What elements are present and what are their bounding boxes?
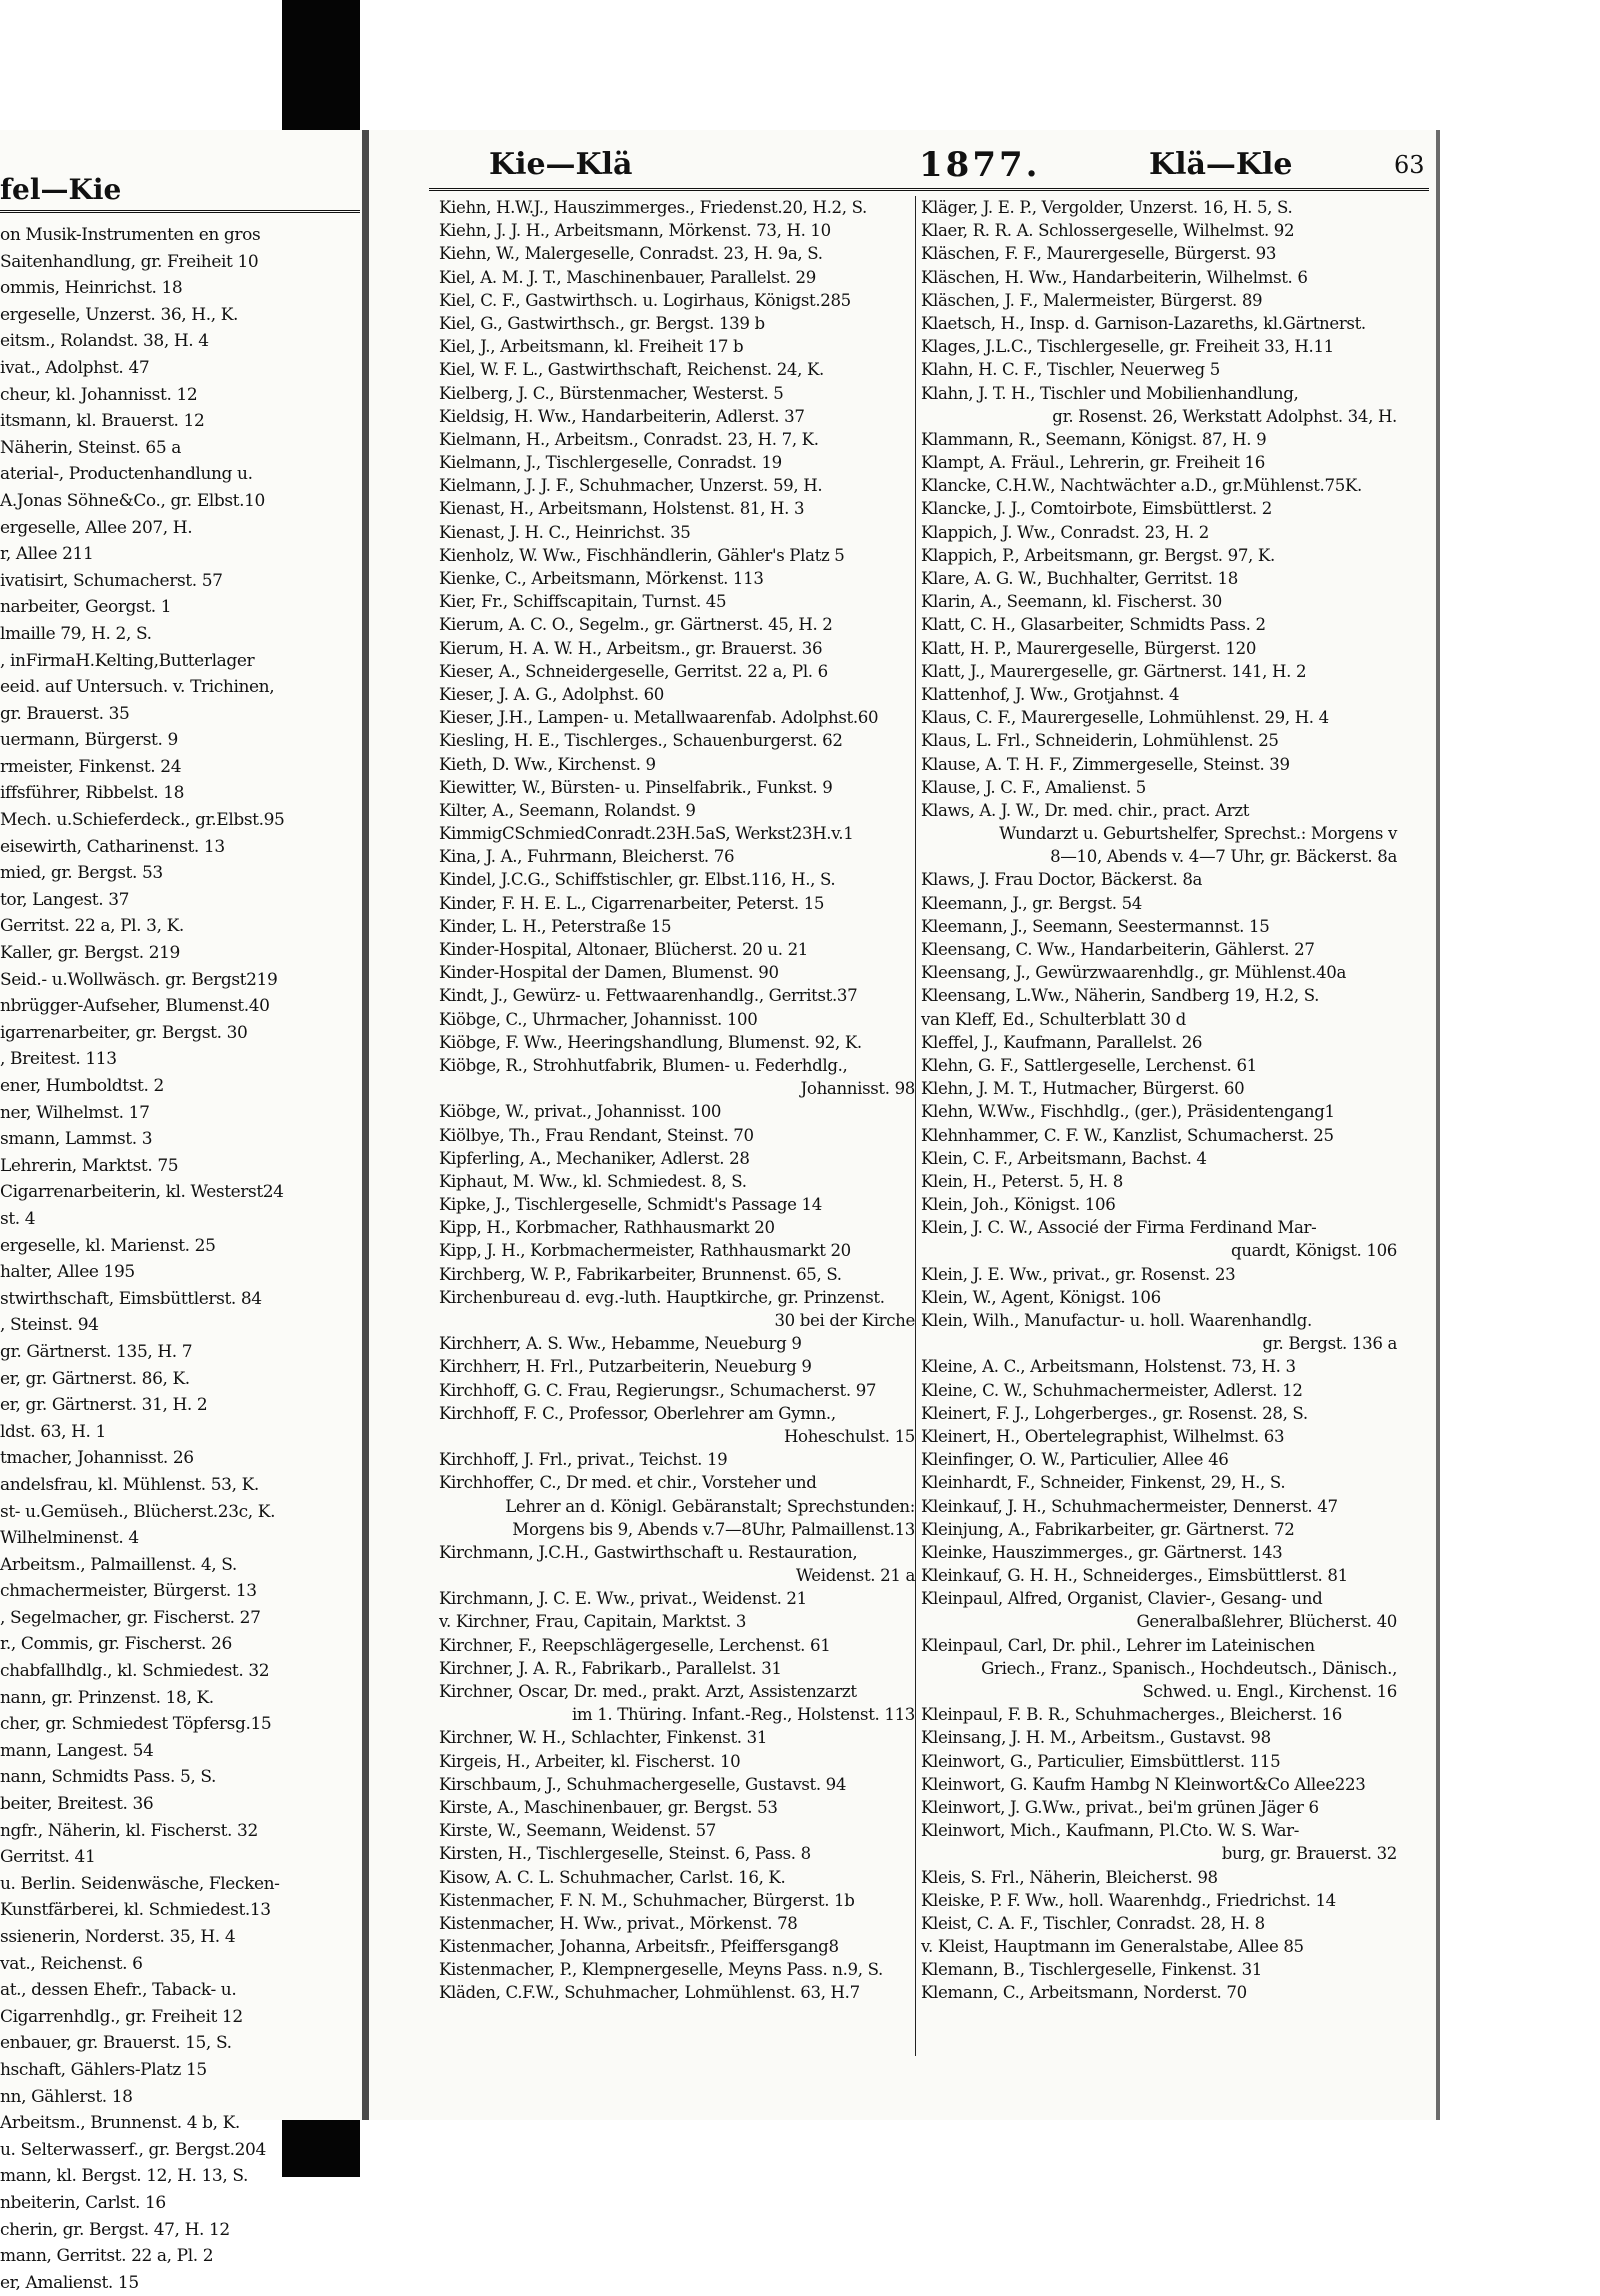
directory-entry: Klein, C. F., Arbeitsmann, Bachst. 4: [921, 1148, 1207, 1168]
binding-band-bottom: [282, 2120, 360, 2177]
binding-band-top: [282, 0, 360, 130]
directory-entry: Kindel, J.C.G., Schiffstischler, gr. Elbst.116, H., S.: [439, 870, 836, 890]
left-page-line: at., dessen Ehefr., Taback- u.: [0, 1980, 237, 2001]
directory-entry: Klarin, A., Seemann, kl. Fischerst. 30: [921, 592, 1222, 612]
directory-entry: gr. Rosenst. 26, Werkstatt Adolphst. 34, H.: [1052, 406, 1397, 426]
left-page-line: A.Jonas Söhne&Co., gr. Elbst.10: [0, 490, 265, 511]
left-page-line: chmachermeister, Bürgerst. 13: [0, 1581, 257, 1602]
header-year: 1877.: [919, 145, 1041, 185]
directory-entry: Kiöbge, W., privat., Johannisst. 100: [439, 1102, 722, 1122]
left-page-line: cheur, kl. Johannisst. 12: [0, 384, 198, 405]
left-page-line: st. 4: [0, 1208, 36, 1229]
directory-entry: Kiel, C. F., Gastwirthsch. u. Logirhaus, Königst.285: [439, 290, 851, 310]
directory-entry: Klaws, A. J. W., Dr. med. chir., pract. Arzt: [921, 800, 1250, 820]
directory-entry: Kiehn, H.W.J., Hauszimmerges., Friedenst.20, H.2, S.: [439, 198, 867, 217]
directory-entry: Kirschbaum, J., Schuhmachergeselle, Gustavst. 94: [439, 1774, 847, 1794]
directory-entry: Kleis, S. Frl., Näherin, Bleicherst. 98: [921, 1867, 1218, 1887]
page-header: [429, 142, 1429, 191]
directory-entry: Kieth, D. Ww., Kirchenst. 9: [439, 754, 656, 774]
directory-entry: Kleinwort, G., Particulier, Eimsbüttlerst. 115: [921, 1751, 1281, 1771]
directory-entry: Kirste, A., Maschinenbauer, gr. Bergst. 53: [439, 1797, 778, 1817]
directory-entry: v. Kleist, Hauptmann im Generalstabe, Allee 85: [921, 1937, 1304, 1957]
directory-entry: Kleine, A. C., Arbeitsmann, Holstenst. 73, H. 3: [921, 1357, 1296, 1377]
left-page-line: gr. Gärtnerst. 135, H. 7: [0, 1341, 193, 1362]
directory-entry: Schwed. u. Engl., Kirchenst. 16: [1142, 1682, 1397, 1701]
directory-entry: Kleinpaul, F. B. R., Schuhmacherges., Bleicherst. 16: [921, 1705, 1342, 1725]
directory-entry: Klahn, H. C. F., Tischler, Neuerweg 5: [921, 360, 1220, 380]
directory-entry: Kiöbge, C., Uhrmacher, Johannisst. 100: [439, 1009, 758, 1029]
directory-entry: Klampt, A. Fräul., Lehrerin, gr. Freiheit 16: [921, 453, 1265, 473]
directory-entry: Klemann, C., Arbeitsmann, Norderst. 70: [921, 1983, 1247, 2003]
directory-entry: Kläden, C.F.W., Schuhmacher, Lohmühlenst. 63, H.7: [439, 1983, 860, 2003]
directory-entry: Kiöbge, F. Ww., Heeringshandlung, Blumenst. 92, K.: [439, 1032, 862, 1052]
directory-entry: Kinder, L. H., Peterstraße 15: [439, 916, 672, 936]
directory-entry: Kleinkauf, G. H. H., Schneiderges., Eimsbüttlerst. 81: [921, 1566, 1348, 1586]
left-page-line: andelsfrau, kl. Mühlenst. 53, K.: [0, 1474, 259, 1495]
header-range-left: Kie—Klä: [489, 147, 633, 182]
directory-entry: Kirste, W., Seemann, Weidenst. 57: [439, 1821, 716, 1841]
directory-column-1: [439, 196, 919, 2005]
page-number: 63: [1394, 151, 1425, 179]
directory-entry: Kienke, C., Arbeitsmann, Mörkenst. 113: [439, 569, 764, 588]
directory-entry: Klages, J.L.C., Tischlergeselle, gr. Freiheit 33, H.11: [921, 337, 1334, 357]
left-page-line: eisewirth, Catharinenst. 13: [0, 836, 225, 857]
left-page-line: gr. Brauerst. 35: [0, 703, 130, 724]
left-page-line: mann, Gerritst. 22 a, Pl. 2: [0, 2246, 214, 2267]
directory-entry: Kipp, H., Korbmacher, Rathhausmarkt 20: [439, 1218, 775, 1238]
directory-entry: Kirchner, J. A. R., Fabrikarb., Parallelst. 31: [439, 1658, 782, 1678]
directory-entry: Klappich, P., Arbeitsmann, gr. Bergst. 97, K.: [921, 545, 1275, 565]
book-spine: [362, 130, 369, 2120]
left-page-line: enbauer, gr. Brauerst. 15, S.: [0, 2033, 232, 2054]
directory-entry: Kirchmann, J. C. E. Ww., privat., Weidenst. 21: [439, 1589, 807, 1609]
directory-entry: Kipferling, A., Mechaniker, Adlerst. 28: [439, 1148, 750, 1168]
directory-entry: Kirchhoffer, C., Dr med. et chir., Vorsteher und: [439, 1473, 817, 1493]
directory-entry: gr. Bergst. 136 a: [1262, 1334, 1397, 1354]
directory-entry: Klein, Wilh., Manufactur- u. holl. Waarenhandlg.: [921, 1311, 1312, 1330]
directory-entry: Kirchner, F., Reepschlägergeselle, Lerchenst. 61: [439, 1635, 831, 1655]
directory-entry: Kierum, A. C. O., Segelm., gr. Gärtnerst. 45, H. 2: [439, 615, 833, 635]
directory-entry: Klein, J. E. Ww., privat., gr. Rosenst. 23: [921, 1264, 1236, 1284]
directory-entry: Kleinpaul, Alfred, Organist, Clavier-, Gesang- und: [921, 1589, 1323, 1609]
left-page-line: cherin, gr. Bergst. 47, H. 12: [0, 2219, 230, 2240]
directory-entry: Klaetsch, H., Insp. d. Garnison-Lazareths, kl.Gärtnerst.: [921, 313, 1366, 333]
left-page-line: ergeselle, kl. Marienst. 25: [0, 1235, 216, 1256]
directory-entry: Kleist, C. A. F., Tischler, Conradst. 28, H. 8: [921, 1913, 1265, 1933]
directory-entry: Kiölbye, Th., Frau Rendant, Steinst. 70: [439, 1125, 754, 1145]
directory-entry: Kielberg, J. C., Bürstenmacher, Westerst. 5: [439, 383, 784, 403]
directory-entry: Klause, A. T. H. F., Zimmergeselle, Steinst. 39: [921, 754, 1290, 774]
left-page-line: iffsführer, Ribbelst. 18: [0, 783, 185, 804]
directory-entry: Kieser, A., Schneidergeselle, Gerritst. 22 a, Pl. 6: [439, 661, 828, 681]
left-page-line: Gerritst. 22 a, Pl. 3, K.: [0, 916, 184, 937]
left-page-line: uermann, Bürgerst. 9: [0, 730, 178, 751]
left-page-line: , Steinst. 94: [0, 1315, 99, 1336]
directory-entry: Kleinpaul, Carl, Dr. phil., Lehrer im Lateinischen: [921, 1635, 1315, 1655]
left-page-line: er, Amalienst. 15: [0, 2272, 139, 2293]
left-page-line: u. Berlin. Seidenwäsche, Flecken-: [0, 1873, 280, 1894]
left-page-line: nbrügger-Aufseher, Blumenst.40: [0, 996, 270, 1017]
directory-entry: Kirchherr, H. Frl., Putzarbeiterin, Neueburg 9: [439, 1357, 812, 1377]
left-page-line: ivatisirt, Schumacherst. 57: [0, 570, 223, 591]
directory-entry: Kieser, J.H., Lampen- u. Metallwaarenfab. Adolphst.60: [439, 708, 879, 728]
directory-entry: Kleinert, H., Obertelegraphist, Wilhelmst. 63: [921, 1426, 1285, 1446]
directory-entry: Kistenmacher, P., Klempnergeselle, Meyns Pass. n.9, S.: [439, 1960, 883, 1980]
left-page-line: ngfr., Näherin, kl. Fischerst. 32: [0, 1820, 258, 1841]
left-page-line: igarrenarbeiter, gr. Bergst. 30: [0, 1022, 248, 1043]
directory-entry: Kirgeis, H., Arbeiter, kl. Fischerst. 10: [439, 1751, 741, 1771]
directory-entry: Kinder-Hospital, Altonaer, Blücherst. 20 u. 21: [439, 940, 808, 959]
left-page-line: ner, Wilhelmst. 17: [0, 1102, 150, 1123]
directory-entry: Kirsten, H., Tischlergeselle, Steinst. 6, Pass. 8: [439, 1844, 811, 1864]
directory-entry: Klehnhammer, C. F. W., Kanzlist, Schumacherst. 25: [921, 1125, 1334, 1145]
directory-entry: Klammann, R., Seemann, Königst. 87, H. 9: [921, 429, 1267, 449]
directory-entry: Kleinsang, J. H. M., Arbeitsm., Gustavst. 98: [921, 1728, 1271, 1748]
directory-entry: Generalbaßlehrer, Blücherst. 40: [1136, 1612, 1397, 1632]
left-page-line: , Breitest. 113: [0, 1049, 117, 1070]
left-page-line: Cigarrenarbeiterin, kl. Westerst24: [0, 1182, 284, 1203]
directory-entry: Kipp, J. H., Korbmachermeister, Rathhausmarkt 20: [439, 1241, 851, 1261]
left-page-line: ergeselle, Unzerst. 36, H., K.: [0, 304, 239, 325]
left-page-line: tmacher, Johannisst. 26: [0, 1448, 194, 1469]
directory-entry: Kirchberg, W. P., Fabrikarbeiter, Brunnenst. 65, S.: [439, 1264, 842, 1284]
left-page-line: , inFirmaH.Kelting,Butterlager: [0, 650, 255, 671]
left-page-line: stwirthschaft, Eimsbüttlerst. 84: [0, 1288, 262, 1309]
left-page-line: nbeiterin, Carlst. 16: [0, 2192, 166, 2213]
left-page-line: Lehrerin, Marktst. 75: [0, 1155, 179, 1176]
directory-entry: Kleinwort, G. Kaufm Hambg N Kleinwort&Co Allee223: [921, 1774, 1366, 1794]
left-page-line: Kaller, gr. Bergst. 219: [0, 943, 180, 964]
directory-entry: 30 bei der Kirche: [774, 1311, 915, 1330]
left-page-line: u. Selterwasserf., gr. Bergst.204: [0, 2139, 266, 2160]
directory-entry: Kindt, J., Gewürz- u. Fettwaarenhandlg., Gerritst.37: [439, 986, 858, 1006]
directory-entry: Klatt, C. H., Glasarbeiter, Schmidts Pass. 2: [921, 615, 1266, 635]
left-page-line: beiter, Breitest. 36: [0, 1794, 154, 1815]
directory-entry: Kipke, J., Tischlergeselle, Schmidt's Passage 14: [439, 1195, 822, 1215]
directory-entry: Johannisst. 98: [800, 1079, 915, 1099]
left-page-line: halter, Allee 195: [0, 1262, 135, 1283]
directory-entry: Kirchmann, J.C.H., Gastwirthschaft u. Restauration,: [439, 1542, 858, 1562]
left-page-line: st- u.Gemüseh., Blücherst.23c, K.: [0, 1501, 276, 1522]
directory-entry: Kistenmacher, F. N. M., Schuhmacher, Bürgerst. 1b: [439, 1890, 855, 1910]
left-page-line: r, Allee 211: [0, 544, 94, 565]
directory-entry: Kinder, F. H. E. L., Cigarrenarbeiter, Peterst. 15: [439, 893, 825, 913]
left-page-line: Seid.- u.Wollwäsch. gr. Bergst219: [0, 969, 278, 990]
directory-entry: Klein, H., Peterst. 5, H. 8: [921, 1171, 1123, 1191]
directory-entry: Kirchenbureau d. evg.-luth. Hauptkirche, gr. Prinzenst.: [439, 1287, 885, 1307]
directory-entry: Klatt, J., Maurergeselle, gr. Gärtnerst. 141, H. 2: [921, 661, 1307, 681]
left-page-line: cher, gr. Schmiedest Töpfersg.15: [0, 1714, 272, 1735]
directory-entry: Kistenmacher, Johanna, Arbeitsfr., Pfeiffersgang8: [439, 1937, 839, 1957]
directory-entry: Kilter, A., Seemann, Rolandst. 9: [439, 800, 696, 820]
left-page-line: on Musik-Instrumenten en gros: [0, 225, 261, 245]
directory-entry: Kierum, H. A. W. H., Arbeitsm., gr. Brauerst. 36: [439, 638, 823, 658]
directory-entry: burg, gr. Brauerst. 32: [1221, 1844, 1397, 1864]
directory-entry: Kleinwort, J. G.Ww., privat., bei'm grünen Jäger 6: [921, 1797, 1319, 1817]
directory-entry: Klein, J. C. W., Associé der Firma Ferdinand Mar-: [921, 1218, 1317, 1238]
left-page-line: Saitenhandlung, gr. Freiheit 10: [0, 251, 259, 272]
directory-entry: Klein, W., Agent, Königst. 106: [921, 1287, 1161, 1307]
directory-entry: Klause, J. C. F., Amalienst. 5: [921, 777, 1147, 797]
directory-entry: Weidenst. 21 a: [795, 1566, 915, 1586]
directory-entry: Klappich, J. Ww., Conradst. 23, H. 2: [921, 522, 1209, 542]
left-page-line: Wilhelminenst. 4: [0, 1528, 139, 1549]
directory-entry: Kirchner, Oscar, Dr. med., prakt. Arzt, Assistenzarzt: [439, 1682, 857, 1701]
column-divider: [915, 196, 916, 2056]
directory-entry: Kleemann, J., Seemann, Seestermannst. 15: [921, 916, 1270, 936]
left-page-line: nann, gr. Prinzenst. 18, K.: [0, 1687, 214, 1708]
directory-entry: Kiöbge, R., Strohhutfabrik, Blumen- u. Federhdlg.,: [439, 1055, 848, 1075]
left-page-line: Näherin, Steinst. 65 a: [0, 437, 181, 458]
left-page-line: nn, Gählerst. 18: [0, 2086, 133, 2107]
directory-entry: Kienholz, W. Ww., Fischhändlerin, Gähler's Platz 5: [439, 545, 845, 565]
left-page-line: rmeister, Finkenst. 24: [0, 756, 182, 777]
directory-entry: Klatt, H. P., Maurergeselle, Bürgerst. 120: [921, 638, 1257, 658]
directory-entry: Lehrer an d. Königl. Gebäranstalt; Sprechstunden:: [505, 1496, 915, 1516]
directory-entry: Kleensang, J., Gewürzwaarenhdlg., gr. Mühlenst.40a: [921, 963, 1347, 983]
left-page-line: hschaft, Gählers-Platz 15: [0, 2059, 207, 2080]
directory-entry: quardt, Königst. 106: [1231, 1241, 1397, 1261]
directory-entry: Kier, Fr., Schiffscapitain, Turnst. 45: [439, 592, 727, 612]
page-edge: [1436, 130, 1440, 2120]
directory-entry: Klaws, J. Frau Doctor, Bäckerst. 8a: [921, 870, 1203, 890]
directory-entry: Kläschen, J. F., Malermeister, Bürgerst. 89: [921, 290, 1263, 310]
left-page-line: smann, Lammst. 3: [0, 1129, 153, 1150]
directory-entry: Kirchhoff, G. C. Frau, Regierungsr., Schumacherst. 97: [439, 1380, 877, 1400]
directory-entry: Griech., Franz., Spanisch., Hochdeutsch., Dänisch.,: [981, 1658, 1397, 1678]
directory-entry: Kiewitter, W., Bürsten- u. Pinselfabrik., Funkst. 9: [439, 777, 833, 797]
directory-entry: Klein, Joh., Königst. 106: [921, 1195, 1116, 1215]
directory-entry: Kiesling, H. E., Tischlerges., Schauenburgerst. 62: [439, 731, 843, 751]
directory-entry: Morgens bis 9, Abends v.7—8Uhr, Palmaillenst.13: [512, 1519, 915, 1539]
directory-entry: Klare, A. G. W., Buchhalter, Gerritst. 18: [921, 569, 1238, 588]
directory-entry: Klattenhof, J. Ww., Grotjahnst. 4: [921, 684, 1180, 704]
directory-entry: Hoheschulst. 15: [783, 1426, 915, 1446]
directory-entry: Klemann, B., Tischlergeselle, Finkenst. 31: [921, 1960, 1263, 1980]
directory-entry: van Kleff, Ed., Schulterblatt 30 d: [921, 1009, 1186, 1029]
directory-entry: Kleinke, Hauszimmerges., gr. Gärtnerst. 143: [921, 1542, 1283, 1562]
directory-entry: Kienast, H., Arbeitsmann, Holstenst. 81, H. 3: [439, 499, 805, 519]
left-page-line: nann, Schmidts Pass. 5, S.: [0, 1767, 217, 1788]
left-page-line: Kunstfärberei, kl. Schmiedest.13: [0, 1900, 271, 1921]
left-page: [0, 130, 365, 2293]
directory-entry: Kirchherr, A. S. Ww., Hebamme, Neueburg 9: [439, 1334, 802, 1354]
left-page-line: Arbeitsm., Palmaillenst. 4, S.: [0, 1554, 237, 1575]
directory-entry: Klehn, J. M. T., Hutmacher, Bürgerst. 60: [921, 1079, 1245, 1099]
directory-entry: Kirchhoff, J. Frl., privat., Teichst. 19: [439, 1450, 728, 1470]
left-page-line: ldst. 63, H. 1: [0, 1421, 106, 1442]
left-page-line: , Segelmacher, gr. Fischerst. 27: [0, 1607, 261, 1628]
right-page: [369, 130, 1439, 2120]
directory-entry: im 1. Thüring. Infant.-Reg., Holstenst. 113: [571, 1705, 915, 1725]
left-page-line: ivat., Adolphst. 47: [0, 357, 150, 378]
left-page-line: ener, Humboldtst. 2: [0, 1076, 164, 1096]
left-page-entries: [0, 222, 360, 2296]
left-page-line: Cigarrenhdlg., gr. Freiheit 12: [0, 2006, 243, 2027]
left-page-line: er, gr. Gärtnerst. 31, H. 2: [0, 1395, 208, 1416]
left-page-line: er, gr. Gärtnerst. 86, K.: [0, 1368, 190, 1389]
left-page-line: lmaille 79, H. 2, S.: [0, 623, 152, 644]
left-page-header: fel—Kie: [0, 170, 360, 213]
directory-entry: Klehn, G. F., Sattlergeselle, Lerchenst. 61: [921, 1055, 1257, 1075]
left-page-line: ommis, Heinrichst. 18: [0, 278, 183, 299]
directory-entry: Kiel, A. M. J. T., Maschinenbauer, Parallelst. 29: [439, 267, 816, 287]
directory-entry: Kirchner, W. H., Schlachter, Finkenst. 31: [439, 1728, 768, 1748]
directory-entry: Kleinkauf, J. H., Schuhmachermeister, Dennerst. 47: [921, 1496, 1338, 1516]
directory-entry: Kiel, J., Arbeitsmann, kl. Freiheit 17 b: [439, 337, 744, 357]
directory-entry: Kirchhoff, F. C., Professor, Oberlehrer am Gymn.,: [439, 1403, 836, 1423]
directory-entry: Kleiske, P. F. Ww., holl. Waarenhdg., Friedrichst. 14: [921, 1890, 1336, 1910]
directory-entry: Klaer, R. R. A. Schlossergeselle, Wilhelmst. 92: [921, 221, 1295, 241]
directory-entry: Kleinjung, A., Fabrikarbeiter, gr. Gärtnerst. 72: [921, 1519, 1295, 1539]
left-page-line: Mech. u.Schieferdeck., gr.Elbst.95: [0, 810, 285, 831]
directory-entry: Kleensang, L.Ww., Näherin, Sandberg 19, H.2, S.: [921, 986, 1320, 1006]
left-page-line: eeid. auf Untersuch. v. Trichinen,: [0, 677, 275, 698]
directory-entry: KimmigCSchmiedConradt.23H.5aS, Werkst23H.v.1: [439, 824, 854, 844]
left-page-line: ssienerin, Norderst. 35, H. 4: [0, 1927, 236, 1947]
directory-entry: Klancke, J. J., Comtoirbote, Eimsbüttlerst. 2: [921, 499, 1272, 519]
directory-column-2: [921, 196, 1401, 2005]
directory-entry: Kienast, J. H. C., Heinrichst. 35: [439, 522, 691, 542]
left-page-line: eitsm., Rolandst. 38, H. 4: [0, 331, 209, 352]
directory-entry: Klaus, C. F., Maurergeselle, Lohmühlenst. 29, H. 4: [921, 708, 1329, 728]
directory-entry: Kleine, C. W., Schuhmachermeister, Adlerst. 12: [921, 1380, 1303, 1400]
directory-entry: Kleensang, C. Ww., Handarbeiterin, Gählerst. 27: [921, 940, 1315, 959]
directory-entry: Kleinert, F. J., Lohgerberges., gr. Rosenst. 28, S.: [921, 1403, 1308, 1423]
directory-entry: Kielmann, J., Tischlergeselle, Conradst. 19: [439, 453, 782, 473]
directory-entry: Kiel, G., Gastwirthsch., gr. Bergst. 139 b: [439, 313, 765, 333]
left-page-line: aterial-, Productenhandlung u.: [0, 464, 253, 485]
directory-entry: Kiehn, J. J. H., Arbeitsmann, Mörkenst. 73, H. 10: [439, 221, 831, 241]
left-page-line: mied, gr. Bergst. 53: [0, 863, 163, 884]
directory-entry: Kistenmacher, H. Ww., privat., Mörkenst. 78: [439, 1913, 798, 1933]
left-page-line: Arbeitsm., Brunnenst. 4 b, K.: [0, 2113, 240, 2134]
left-page-line: mann, kl. Bergst. 12, H. 13, S.: [0, 2166, 248, 2187]
left-page-line: tor, Langest. 37: [0, 889, 130, 910]
directory-entry: Kieldsig, H. Ww., Handarbeiterin, Adlerst. 37: [439, 406, 805, 426]
left-page-line: narbeiter, Georgst. 1: [0, 597, 172, 618]
left-page-line: vat., Reichenst. 6: [0, 1953, 143, 1974]
directory-entry: Klaus, L. Frl., Schneiderin, Lohmühlenst. 25: [921, 731, 1279, 751]
directory-entry: Kina, J. A., Fuhrmann, Bleicherst. 76: [439, 847, 735, 867]
left-page-line: r., Commis, gr. Fischerst. 26: [0, 1634, 232, 1655]
directory-entry: v. Kirchner, Frau, Capitain, Marktst. 3: [439, 1612, 747, 1632]
directory-entry: Kinder-Hospital der Damen, Blumenst. 90: [439, 963, 779, 983]
directory-entry: Kleffel, J., Kaufmann, Parallelst. 26: [921, 1032, 1203, 1052]
directory-entry: Kiel, W. F. L., Gastwirthschaft, Reichenst. 24, K.: [439, 360, 824, 380]
header-range-right: Klä—Kle: [1149, 147, 1293, 182]
directory-entry: Kleinhardt, F., Schneider, Finkenst, 29, H., S.: [921, 1473, 1286, 1493]
directory-entry: Kisow, A. C. L. Schuhmacher, Carlst. 16, K.: [439, 1867, 786, 1887]
directory-entry: Kielmann, H., Arbeitsm., Conradst. 23, H. 7, K.: [439, 429, 819, 449]
directory-entry: Klahn, J. T. H., Tischler und Mobilienhandlung,: [921, 383, 1299, 403]
directory-entry: Klehn, W.Ww., Fischhdlg., (ger.), Präsidentengang1: [921, 1102, 1335, 1122]
left-page-line: itsmann, kl. Brauerst. 12: [0, 411, 205, 432]
directory-entry: Wundarzt u. Geburtshelfer, Sprechst.: Morgens v: [999, 824, 1397, 844]
directory-entry: Kleinfinger, O. W., Particulier, Allee 46: [921, 1450, 1229, 1470]
directory-entry: Kiehn, W., Malergeselle, Conradst. 23, H. 9a, S.: [439, 244, 823, 264]
directory-entry: Kieser, J. A. G., Adolphst. 60: [439, 684, 665, 704]
directory-entry: Klancke, C.H.W., Nachtwächter a.D., gr.Mühlenst.75K.: [921, 476, 1362, 496]
directory-entry: Kläger, J. E. P., Vergolder, Unzerst. 16, H. 5, S.: [921, 198, 1293, 217]
left-page-line: mann, Langest. 54: [0, 1740, 154, 1761]
directory-entry: 8—10, Abends v. 4—7 Uhr, gr. Bäckerst. 8a: [1050, 847, 1397, 867]
left-page-line: chabfallhdlg., kl. Schmiedest. 32: [0, 1661, 270, 1682]
left-page-line: ergeselle, Allee 207, H.: [0, 517, 193, 538]
directory-entry: Kielmann, J. J. F., Schuhmacher, Unzerst. 59, H.: [439, 476, 823, 496]
directory-entry: Kläschen, F. F., Maurergeselle, Bürgerst. 93: [921, 244, 1277, 264]
directory-entry: Kleinwort, Mich., Kaufmann, Pl.Cto. W. S. War-: [921, 1821, 1299, 1841]
directory-entry: Kleemann, J., gr. Bergst. 54: [921, 893, 1142, 913]
left-page-line: Gerritst. 41: [0, 1847, 96, 1868]
directory-entry: Kläschen, H. Ww., Handarbeiterin, Wilhelmst. 6: [921, 267, 1308, 287]
directory-entry: Kiphaut, M. Ww., kl. Schmiedest. 8, S.: [439, 1171, 747, 1191]
